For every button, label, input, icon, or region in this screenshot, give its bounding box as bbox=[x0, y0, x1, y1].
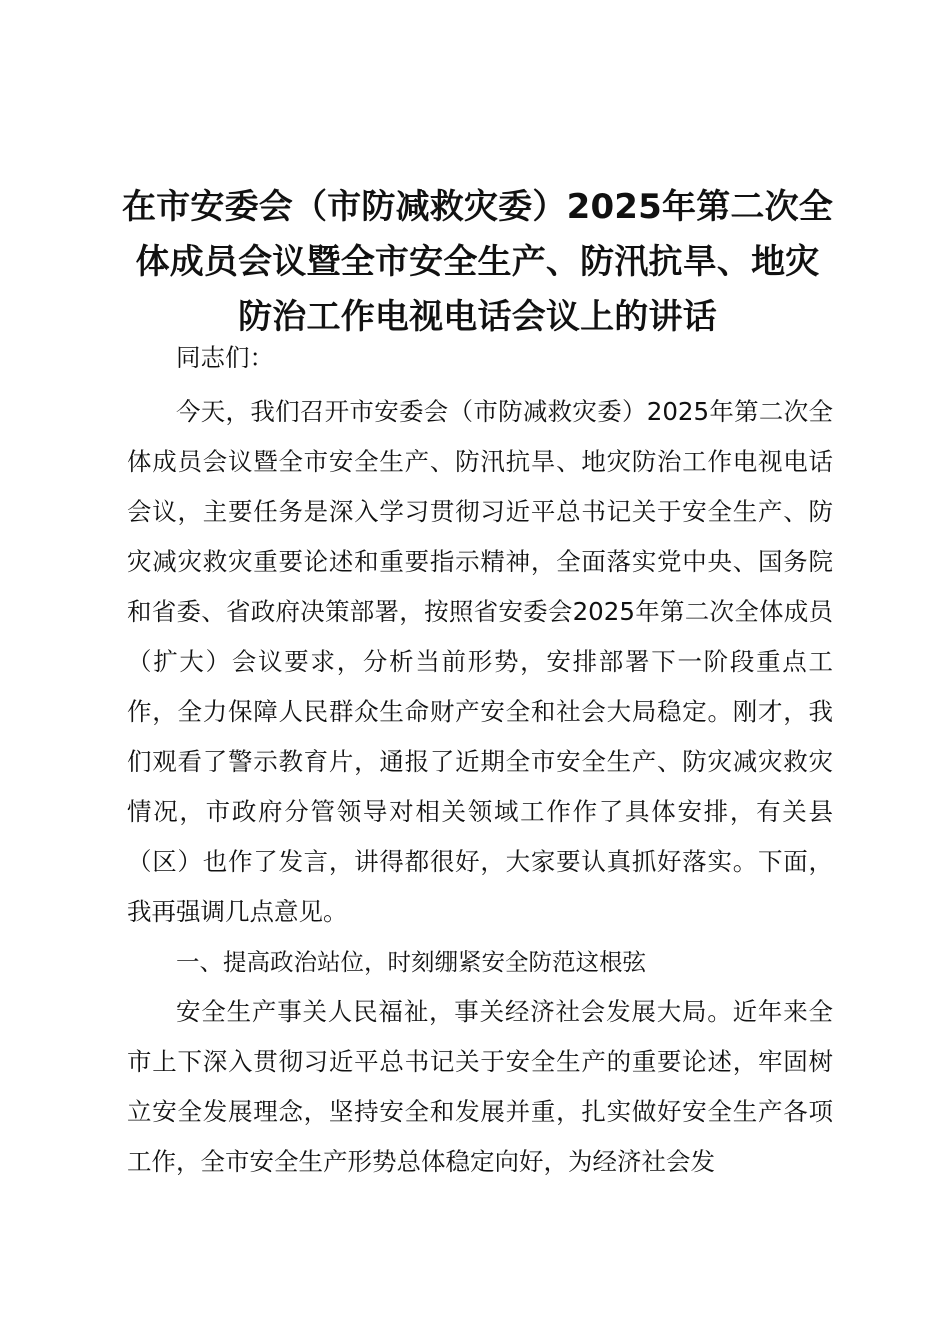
section-paragraph: 安全生产事关人民福祉，事关经济社会发展大局。近年来全市上下深入贯彻习近平总书记关于安全生产的重要论述，牢固树立安全发展理念，坚持安全和发展并重，扎实做好安全生产各项工作，全市安全生产形势总体稳定向好，为经济社会发 bbox=[127, 997, 833, 1176]
body-paragraph: 今天，我们召开市安委会（市防减救灾委）2025年第二次全体成员会议暨全市安全生产、防汛抗旱、地灾防治工作电视电话会议，主要任务是深入学习贯彻习近平总书记关于安全生产、防灾减灾救灾重要论述和重要指示精神，全面落实党中央、国务院和省委、省政府决策部署，按照省安委会2025年第二次全体成员（扩大）会议要求，分析当前形势，安排部署下一阶段重点工作，全力保障人民群众生命财产安全和社会大局稳定。刚才，我们观看了警示教育片，通报了近期全市安全生产、防灾减灾救灾情况，市政府分管领导对相关领域工作作了具体安排，有关县（区）也作了发言，讲得都很好，大家要认真抓好落实。下面，我再强调几点意见。 bbox=[127, 397, 833, 926]
section-heading: 一、提高政治站位，时刻绷紧安全防范这根弦 bbox=[176, 948, 646, 976]
greeting: 同志们： bbox=[176, 343, 274, 372]
document-body bbox=[127, 333, 833, 1187]
document-title: 在市安委会（市防减救灾委）2025年第二次全体成员会议暨全市安全生产、防汛抗旱、地灾防治工作电视电话会议上的讲话 bbox=[121, 187, 834, 337]
